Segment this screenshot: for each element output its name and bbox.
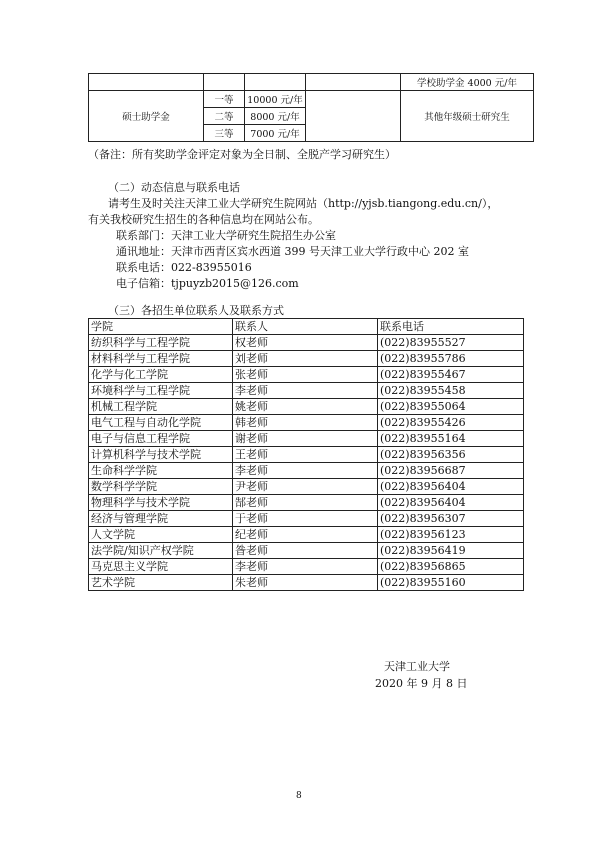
phone-cell: (022)83956404	[378, 479, 524, 495]
phone-cell: (022)83955164	[378, 431, 524, 447]
college-cell: 机械工程学院	[89, 399, 233, 415]
college-cell: 纺织科学与工程学院	[89, 335, 233, 351]
phone-cell: (022)83956419	[378, 543, 524, 559]
section2-paragraph-line2: 有关我校研究生招生的各种信息均在网站公布。	[88, 213, 319, 226]
contact-cell: 尹老师	[233, 479, 378, 495]
contact-cell: 于老师	[233, 511, 378, 527]
contact-cell: 权老师	[233, 335, 378, 351]
table-row	[89, 527, 524, 543]
table-header-row	[89, 319, 524, 335]
amount-cell: 10000 元/年	[245, 91, 306, 108]
contact-cell: 谢老师	[233, 431, 378, 447]
phone-cell: (022)83955786	[378, 351, 524, 367]
table-row	[89, 463, 524, 479]
table-row	[89, 495, 524, 511]
contact-cell: 韩老师	[233, 415, 378, 431]
table-row	[89, 431, 524, 447]
level-cell: 一等	[204, 91, 245, 108]
college-cell: 电子与信息工程学院	[89, 431, 233, 447]
phone-cell: (022)83955426	[378, 415, 524, 431]
signature-org: 天津工业大学	[384, 660, 450, 673]
table-row	[89, 367, 524, 383]
phone-cell: (022)83955527	[378, 335, 524, 351]
signature-date: 2020 年 9 月 8 日	[375, 677, 468, 690]
contact-cell: 李老师	[233, 383, 378, 399]
phone-cell: (022)83956307	[378, 511, 524, 527]
college-cell: 材料科学与工程学院	[89, 351, 233, 367]
table-row	[89, 351, 524, 367]
table-row	[89, 447, 524, 463]
college-cell: 艺术学院	[89, 575, 233, 591]
table-row	[89, 415, 524, 431]
other-grade-cell: 其他年级硕士研究生	[401, 91, 534, 142]
college-cell: 马克思主义学院	[89, 559, 233, 575]
phone-cell: (022)83956865	[378, 559, 524, 575]
scholarship-table	[88, 73, 534, 142]
row-label-cell: 硕士助学金	[89, 91, 204, 142]
college-cell: 物理科学与技术学院	[89, 495, 233, 511]
table-row	[89, 383, 524, 399]
college-cell: 电气工程与自动化学院	[89, 415, 233, 431]
phone-cell: (022)83955467	[378, 367, 524, 383]
table-row	[89, 479, 524, 495]
college-cell: 化学与化工学院	[89, 367, 233, 383]
college-cell: 数学科学学院	[89, 479, 233, 495]
contact-department: 联系部门：天津工业大学研究生院招生办公室	[116, 229, 336, 242]
phone-cell: (022)83955458	[378, 383, 524, 399]
amount-cell: 7000 元/年	[245, 125, 306, 142]
section3-heading: （三）各招生单位联系人及联系方式	[108, 304, 284, 317]
school-grant-cell: 学校助学金 4000 元/年	[401, 74, 534, 91]
mailing-address: 通讯地址：天津市西青区宾水西道 399 号天津工业大学行政中心 202 室	[116, 245, 469, 258]
section2-paragraph-line1: 请考生及时关注天津工业大学研究生院网站（http://yjsb.tiangong.edu.cn/），	[108, 197, 499, 210]
email-value: tjpuyzb2015@126.com	[171, 277, 299, 290]
college-cell: 法学院/知识产权学院	[89, 543, 233, 559]
college-cell: 计算机科学与技术学院	[89, 447, 233, 463]
phone-cell: (022)83955160	[378, 575, 524, 591]
header-contact: 联系人	[233, 319, 378, 335]
email-line	[116, 275, 299, 291]
college-cell: 生命科学学院	[89, 463, 233, 479]
table-row	[89, 399, 524, 415]
contact-cell: 王老师	[233, 447, 378, 463]
contact-table	[88, 318, 524, 591]
contact-cell: 李老师	[233, 559, 378, 575]
level-cell: 二等	[204, 108, 245, 125]
section2-heading: （二）动态信息与联系电话	[108, 181, 240, 194]
phone-cell: (022)83955064	[378, 399, 524, 415]
table-row	[89, 74, 534, 91]
phone-label: 联系电话：	[116, 261, 171, 274]
contact-phone-line	[116, 259, 252, 275]
contact-cell: 姚老师	[233, 399, 378, 415]
phone-cell: (022)83956356	[378, 447, 524, 463]
phone-cell: (022)83956687	[378, 463, 524, 479]
table-row	[89, 335, 524, 351]
table-row	[89, 543, 524, 559]
table-row	[89, 91, 534, 108]
contact-cell: 朱老师	[233, 575, 378, 591]
college-cell: 经济与管理学院	[89, 511, 233, 527]
contact-cell: 李老师	[233, 463, 378, 479]
table-row	[89, 559, 524, 575]
college-cell: 环境科学与工程学院	[89, 383, 233, 399]
email-label: 电子信箱：	[116, 277, 171, 290]
contact-cell: 张老师	[233, 367, 378, 383]
phone-value: 022-83955016	[171, 261, 252, 274]
contact-cell: 郜老师	[233, 495, 378, 511]
scholarship-note: （备注：所有奖助学金评定对象为全日制、全脱产学习研究生）	[88, 148, 396, 161]
contact-cell: 昝老师	[233, 543, 378, 559]
contact-cell: 刘老师	[233, 351, 378, 367]
college-cell: 人文学院	[89, 527, 233, 543]
contact-cell: 纪老师	[233, 527, 378, 543]
table-row	[89, 575, 524, 591]
level-cell: 三等	[204, 125, 245, 142]
header-college: 学院	[89, 319, 233, 335]
amount-cell: 8000 元/年	[245, 108, 306, 125]
page-number: 8	[296, 791, 302, 801]
phone-cell: (022)83956123	[378, 527, 524, 543]
header-phone: 联系电话	[378, 319, 524, 335]
phone-cell: (022)83956404	[378, 495, 524, 511]
table-row	[89, 511, 524, 527]
